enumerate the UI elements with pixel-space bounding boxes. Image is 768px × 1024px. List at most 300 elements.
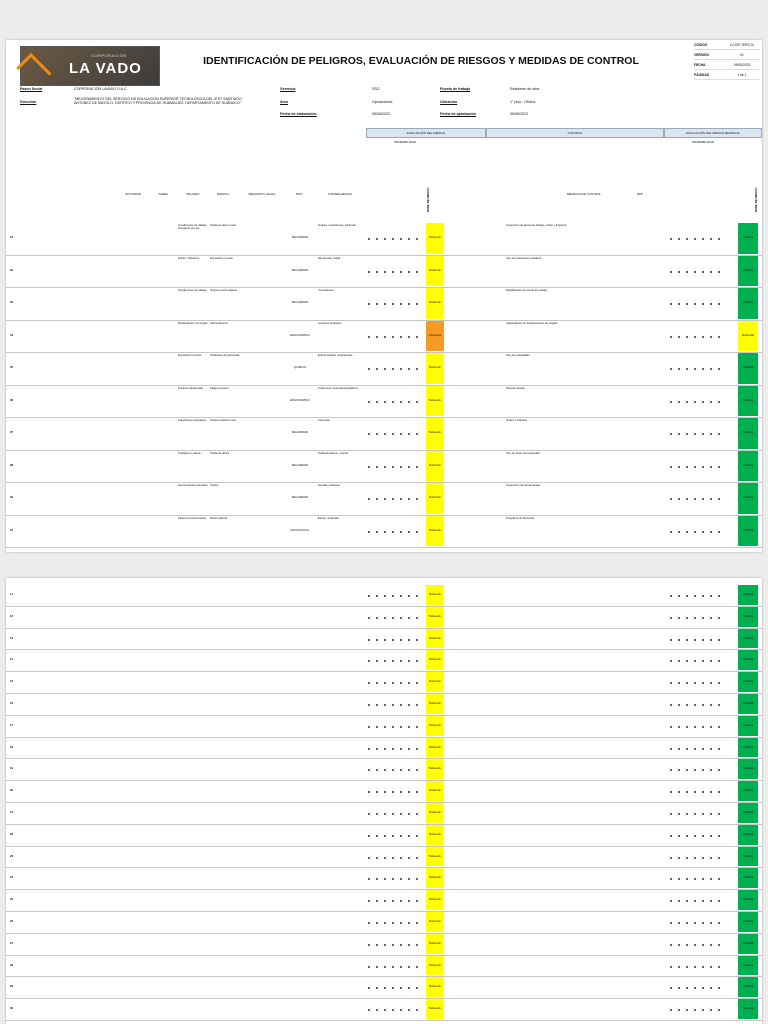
row-code: 10 — [10, 528, 14, 532]
probability-mark — [408, 660, 410, 662]
row-code: 20 — [10, 789, 14, 793]
probability-mark — [408, 922, 410, 924]
residual-probability-mark — [718, 922, 720, 924]
residual-level-badge: Tolerable — [738, 803, 758, 823]
table-row — [6, 482, 762, 483]
probability-mark — [384, 726, 386, 728]
table-row — [6, 352, 762, 353]
residual-probability-mark — [670, 682, 672, 684]
residual-probability-mark — [702, 368, 704, 370]
probability-mark — [400, 660, 402, 662]
residual-level-badge: Tolerable — [738, 912, 758, 932]
probability-mark — [376, 682, 378, 684]
residual-probability-mark — [718, 433, 720, 435]
probability-mark — [416, 639, 418, 641]
residual-level-badge: Tolerable — [738, 418, 758, 449]
residual-probability-mark — [670, 271, 672, 273]
row-tipo: SEGURIDAD — [291, 236, 309, 240]
residual-level-badge: Tolerable — [738, 890, 758, 910]
residual-probability-mark — [678, 368, 680, 370]
table-row — [6, 628, 762, 629]
probability-mark — [392, 595, 394, 597]
risk-level-badge: Moderado — [426, 977, 444, 997]
residual-probability-mark — [710, 726, 712, 728]
probability-mark — [408, 271, 410, 273]
residual-probability-mark — [678, 303, 680, 305]
probability-mark — [408, 857, 410, 859]
probability-mark — [392, 498, 394, 500]
probability-mark — [392, 639, 394, 641]
row-consecuencia: Lesiones lumbares — [318, 321, 342, 325]
row-riesgo: Golpes contra objetos — [210, 289, 238, 292]
risk-level-badge: Moderado — [426, 288, 444, 319]
row-medida: Programa de bienestar — [506, 516, 535, 520]
residual-probability-mark — [678, 238, 680, 240]
table-row — [6, 955, 762, 956]
table-row — [6, 933, 762, 934]
probability-mark — [400, 368, 402, 370]
residual-probability-mark — [686, 595, 688, 597]
residual-probability-mark — [710, 944, 712, 946]
probability-mark — [368, 966, 370, 968]
probability-mark — [400, 704, 402, 706]
probability-mark — [408, 835, 410, 837]
residual-probability-mark — [686, 878, 688, 880]
row-code: 27 — [10, 941, 14, 945]
residual-probability-mark — [718, 769, 720, 771]
probability-mark — [368, 238, 370, 240]
probability-mark — [400, 639, 402, 641]
residual-probability-mark — [710, 682, 712, 684]
row-peligro: Herramientas manuales — [178, 484, 208, 487]
probability-mark — [416, 433, 418, 435]
row-code: 07 — [10, 431, 14, 435]
gerencia-value: SSO — [372, 87, 380, 91]
probability-mark — [384, 433, 386, 435]
probability-mark — [408, 726, 410, 728]
table-row — [6, 911, 762, 912]
risk-level-badge: Moderado — [426, 847, 444, 867]
residual-probability-mark — [694, 660, 696, 662]
residual-probability-mark — [702, 900, 704, 902]
residual-probability-mark — [694, 704, 696, 706]
row-code: 16 — [10, 701, 14, 705]
residual-probability-mark — [686, 922, 688, 924]
residual-probability-mark — [686, 748, 688, 750]
risk-level-badge: Moderado — [426, 694, 444, 714]
table-row — [6, 255, 762, 256]
row-riesgo: Estrés laboral — [210, 516, 228, 520]
probability-mark — [392, 813, 394, 815]
row-medida: Inspección de áreas de trabajo, orden y limpieza — [506, 224, 567, 227]
probability-mark — [368, 813, 370, 815]
residual-probability-mark — [710, 704, 712, 706]
residual-probability-mark — [710, 769, 712, 771]
probability-mark — [392, 791, 394, 793]
nivel-residual-header: NIVEL DE RIESGO — [754, 187, 758, 212]
consecuencia-header: CONSECUENCIA — [327, 192, 353, 196]
residual-probability-mark — [694, 401, 696, 403]
row-tipo: SEGURIDAD — [291, 496, 309, 500]
residual-probability-mark — [710, 900, 712, 902]
probability-mark — [400, 813, 402, 815]
row-riesgo: Inhalación de partículas — [210, 354, 240, 357]
probability-mark — [368, 617, 370, 619]
area-label: Área — [280, 100, 288, 104]
probability-mark — [416, 966, 418, 968]
residual-level-badge: Tolerable — [738, 386, 758, 417]
row-code: 22 — [10, 832, 14, 836]
residual-probability-mark — [702, 336, 704, 338]
probability-mark — [368, 726, 370, 728]
probability-mark — [392, 401, 394, 403]
probability-mark — [416, 857, 418, 859]
row-tipo: ERGONÓMICO — [290, 333, 310, 337]
probability-mark — [400, 835, 402, 837]
probability-mark — [384, 878, 386, 880]
iper-sheet-page-2 — [6, 578, 762, 1024]
residual-probability-mark — [718, 639, 720, 641]
residual-probability-mark — [678, 726, 680, 728]
row-consecuencia: Politraumatismo, muerte — [318, 451, 349, 455]
meta-key: CÓDIGO — [694, 42, 708, 47]
probability-mark — [392, 835, 394, 837]
residual-level-badge: Tolerable — [738, 956, 758, 976]
residual-probability-mark — [678, 769, 680, 771]
row-code: 15 — [10, 680, 14, 684]
probability-mark — [400, 944, 402, 946]
residual-probability-mark — [694, 466, 696, 468]
probability-mark — [400, 878, 402, 880]
row-consecuencia: Enfermedades respiratorias — [318, 354, 353, 357]
residual-probability-mark — [686, 704, 688, 706]
row-riesgo: Caída a distinto nivel — [210, 419, 236, 422]
probability-mark — [376, 303, 378, 305]
residual-probability-mark — [718, 835, 720, 837]
row-riesgo: Sobreesfuerzo — [210, 321, 229, 325]
residual-probability-mark — [718, 466, 720, 468]
residual-probability-mark — [686, 835, 688, 837]
row-tipo: SEGURIDAD — [291, 463, 309, 467]
residual-probability-mark — [686, 769, 688, 771]
residual-level-badge: Tolerable — [738, 288, 758, 319]
probability-mark — [376, 271, 378, 273]
probability-mark — [376, 900, 378, 902]
residual-probability-mark — [718, 1009, 720, 1011]
row-medida: Pausas activas — [506, 386, 525, 390]
probability-mark — [368, 303, 370, 305]
group-header-residual: EVALUACIÓN DEL RIESGO RESIDUAL — [664, 128, 762, 138]
row-code: 26 — [10, 919, 14, 923]
row-peligro: Factores psicosociales — [178, 516, 207, 520]
residual-probability-mark — [670, 660, 672, 662]
riesgo-header: RIESGO — [217, 192, 229, 196]
probability-mark — [416, 835, 418, 837]
residual-probability-mark — [694, 303, 696, 305]
probability-mark — [408, 433, 410, 435]
residual-level-badge: Tolerable — [738, 672, 758, 692]
probability-mark — [384, 748, 386, 750]
probability-mark — [368, 368, 370, 370]
residual-probability-mark — [702, 748, 704, 750]
residual-probability-mark — [702, 498, 704, 500]
probability-mark — [368, 433, 370, 435]
probability-mark — [400, 433, 402, 435]
probability-mark — [376, 857, 378, 859]
residual-probability-mark — [694, 769, 696, 771]
residual-probability-mark — [710, 303, 712, 305]
row-code: 29 — [10, 985, 14, 989]
residual-probability-mark — [694, 368, 696, 370]
probability-mark — [376, 922, 378, 924]
residual-level-badge: Tolerable — [738, 223, 758, 254]
table-row — [6, 715, 762, 716]
residual-probability-mark — [718, 238, 720, 240]
probability-mark — [368, 498, 370, 500]
residual-probability-mark — [670, 466, 672, 468]
probability-mark — [416, 813, 418, 815]
probability-mark — [416, 498, 418, 500]
residual-level-badge: Tolerable — [738, 694, 758, 714]
residual-probability-mark — [702, 682, 704, 684]
residual-level-badge: Tolerable — [738, 825, 758, 845]
probability-mark — [368, 271, 370, 273]
risk-level-badge: Moderado — [426, 956, 444, 976]
residual-probability-mark — [694, 498, 696, 500]
residual-probability-mark — [702, 966, 704, 968]
row-code: 01 — [10, 236, 14, 240]
residual-probability-mark — [678, 878, 680, 880]
residual-probability-mark — [702, 531, 704, 533]
probability-mark — [368, 900, 370, 902]
residual-probability-mark — [670, 878, 672, 880]
probability-mark — [416, 466, 418, 468]
probability-mark — [376, 466, 378, 468]
row-tipo: SEGURIDAD — [291, 431, 309, 435]
residual-probability-mark — [670, 813, 672, 815]
residual-probability-mark — [702, 813, 704, 815]
meta-key: VERSIÓN — [694, 52, 709, 57]
probability-mark — [368, 336, 370, 338]
residual-probability-mark — [702, 944, 704, 946]
risk-level-badge: Moderado — [426, 672, 444, 692]
row-code: 17 — [10, 723, 14, 727]
table-row — [6, 515, 762, 516]
probability-mark — [368, 466, 370, 468]
probability-mark — [416, 660, 418, 662]
residual-probability-mark — [694, 531, 696, 533]
row-consecuencia: Heridas cortantes — [318, 484, 340, 487]
row-consecuencia: Contusiones — [318, 289, 334, 292]
residual-probability-mark — [710, 433, 712, 435]
residual-probability-mark — [710, 1009, 712, 1011]
probability-mark — [408, 813, 410, 815]
probability-mark — [408, 966, 410, 968]
residual-probability-mark — [694, 682, 696, 684]
residual-probability-mark — [710, 922, 712, 924]
probability-mark — [408, 748, 410, 750]
residual-probability-mark — [694, 1009, 696, 1011]
probability-mark — [384, 835, 386, 837]
probability-mark — [400, 1009, 402, 1011]
probability-mark — [392, 857, 394, 859]
probability-mark — [400, 336, 402, 338]
row-code: 03 — [10, 301, 14, 305]
residual-probability-mark — [678, 336, 680, 338]
probability-mark — [384, 813, 386, 815]
residual-probability-mark — [694, 271, 696, 273]
table-row — [6, 737, 762, 738]
residual-probability-mark — [678, 987, 680, 989]
probability-mark — [392, 769, 394, 771]
probability-mark — [400, 857, 402, 859]
probability-mark — [376, 401, 378, 403]
residual-probability-mark — [670, 966, 672, 968]
residual-probability-mark — [670, 835, 672, 837]
probability-mark — [400, 748, 402, 750]
residual-probability-mark — [710, 617, 712, 619]
risk-level-badge: Moderado — [426, 256, 444, 287]
residual-probability-mark — [678, 639, 680, 641]
probability-mark — [376, 791, 378, 793]
probability-mark — [392, 878, 394, 880]
residual-probability-mark — [718, 726, 720, 728]
row-riesgo: Exposición a ruido — [210, 256, 233, 260]
probability-mark — [376, 1009, 378, 1011]
residual-probability-mark — [678, 617, 680, 619]
residual-probability-mark — [710, 498, 712, 500]
row-code: 21 — [10, 810, 14, 814]
residual-level-badge: Tolerable — [738, 650, 758, 670]
residual-probability-mark — [678, 498, 680, 500]
direccion-value: "MEJORAMIENTO DEL SERVICIO DE EDUCACIÓN SUPERIOR TECNOLÓGICA DEL IEST SANTIAGO ANTÚNEZ DE MAYOLO, DISTRITO Y PROVINCIA DE HUAMALÍES, DEPARTAMENTO DE HUÁNUCO" — [74, 97, 242, 105]
residual-probability-mark — [702, 1009, 704, 1011]
probability-mark — [392, 704, 394, 706]
risk-level-badge: Moderado — [426, 912, 444, 932]
residual-probability-mark — [710, 966, 712, 968]
row-peligro: Manipulación de cargas — [178, 321, 208, 325]
residual-probability-mark — [702, 660, 704, 662]
probability-mark — [392, 466, 394, 468]
probability-mark — [384, 238, 386, 240]
residual-probability-mark — [670, 617, 672, 619]
residual-probability-mark — [710, 595, 712, 597]
row-code: 12 — [10, 614, 14, 618]
residual-probability-mark — [702, 639, 704, 641]
row-tipo: ERGONÓMICO — [290, 398, 310, 402]
probability-mark — [392, 660, 394, 662]
residual-probability-mark — [670, 857, 672, 859]
probability-mark — [392, 238, 394, 240]
residual-probability-mark — [686, 466, 688, 468]
residual-probability-mark — [718, 748, 720, 750]
probability-mark — [368, 944, 370, 946]
row-peligro: Trabajos en altura — [178, 451, 201, 455]
table-row — [6, 998, 762, 999]
residual-probability-mark — [670, 531, 672, 533]
residual-probability-mark — [670, 336, 672, 338]
probability-mark — [384, 401, 386, 403]
residual-level-badge: Tolerable — [738, 483, 758, 514]
residual-probability-mark — [718, 271, 720, 273]
residual-probability-mark — [694, 813, 696, 815]
residual-probability-mark — [694, 238, 696, 240]
residual-probability-mark — [710, 368, 712, 370]
residual-probability-mark — [678, 660, 680, 662]
probability-mark — [408, 878, 410, 880]
risk-level-badge: Moderado — [426, 738, 444, 758]
residual-probability-mark — [678, 271, 680, 273]
probability-mark — [408, 303, 410, 305]
residual-probability-mark — [694, 433, 696, 435]
row-code: 09 — [10, 496, 14, 500]
probability-mark — [368, 704, 370, 706]
document-meta — [694, 40, 760, 80]
residual-probability-mark — [718, 704, 720, 706]
table-row — [6, 1020, 762, 1021]
fecha-aprobacion-label: Fecha de aprobación — [440, 112, 476, 116]
residual-probability-mark — [686, 682, 688, 684]
residual-probability-mark — [702, 835, 704, 837]
group-header-control: CONTROL — [486, 128, 664, 138]
row-code: 02 — [10, 268, 14, 272]
residual-probability-mark — [702, 791, 704, 793]
probability-mark — [416, 303, 418, 305]
residual-level-badge: Tolerable — [738, 847, 758, 867]
residual-probability-mark — [694, 791, 696, 793]
probability-mark — [400, 769, 402, 771]
residual-probability-mark — [718, 900, 720, 902]
residual-probability-mark — [670, 726, 672, 728]
residual-probability-mark — [678, 900, 680, 902]
probability-mark — [416, 617, 418, 619]
probability-mark — [416, 1009, 418, 1011]
residual-probability-mark — [670, 1009, 672, 1011]
probability-mark — [392, 726, 394, 728]
residual-probability-mark — [710, 878, 712, 880]
residual-probability-mark — [718, 303, 720, 305]
risk-level-badge: Moderado — [426, 781, 444, 801]
probability-mark — [416, 595, 418, 597]
table-row — [6, 547, 762, 548]
residual-probability-mark — [678, 813, 680, 815]
ubicacion-label: Ubicación — [440, 100, 458, 104]
probability-mark — [384, 944, 386, 946]
risk-level-badge: Moderado — [426, 629, 444, 649]
probability-mark — [384, 922, 386, 924]
probability-mark — [416, 726, 418, 728]
risk-level-badge: Moderado — [426, 999, 444, 1019]
residual-probability-mark — [670, 433, 672, 435]
residual-probability-mark — [718, 617, 720, 619]
row-code: 19 — [10, 767, 14, 771]
risk-level-badge: Moderado — [426, 803, 444, 823]
residual-probability-mark — [710, 401, 712, 403]
residual-probability-mark — [710, 791, 712, 793]
area-value: Operaciones — [372, 100, 393, 104]
meta-value: 01 — [740, 52, 744, 57]
residual-probability-mark — [670, 791, 672, 793]
probability-mark — [408, 368, 410, 370]
table-row — [6, 649, 762, 650]
actividad-header: ACTIVIDAD — [124, 192, 141, 196]
probability-mark — [384, 498, 386, 500]
probability-mark — [392, 944, 394, 946]
residual-probability-mark — [702, 303, 704, 305]
residual-probability-mark — [702, 433, 704, 435]
residual-level-badge: Tolerable — [738, 999, 758, 1019]
row-consecuencia: Golpes, contusiones, fracturas — [318, 224, 356, 227]
